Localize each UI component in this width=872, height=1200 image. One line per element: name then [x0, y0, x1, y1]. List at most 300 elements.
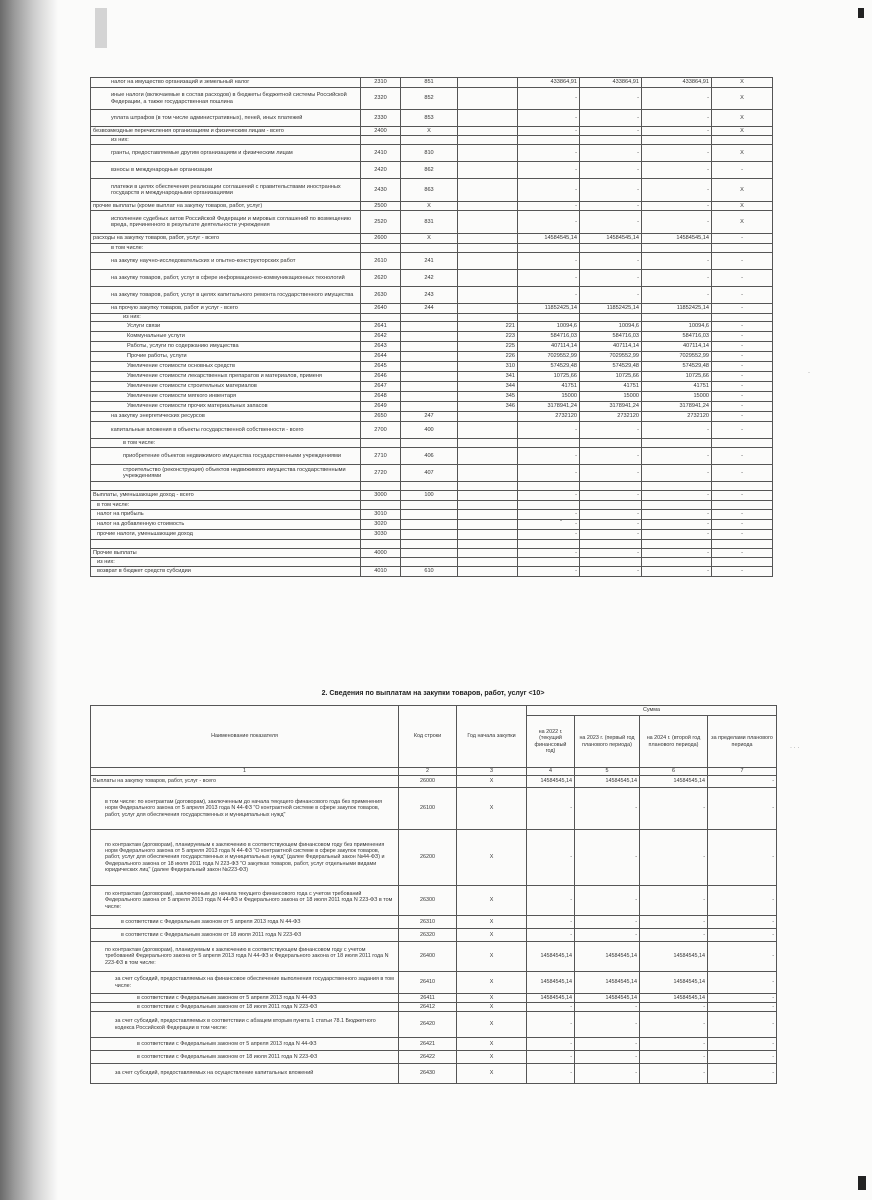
table-cell: X — [712, 78, 773, 88]
row-label: капитальные вложения в объекты государственной собственности - всего — [91, 422, 361, 439]
table-cell: - — [708, 1038, 777, 1051]
table-row — [91, 314, 773, 322]
table-cell: 2641 — [361, 322, 401, 332]
table-cell: 610 — [401, 567, 458, 577]
table-cell — [458, 304, 518, 314]
table-cell — [361, 136, 401, 145]
table-row — [91, 270, 773, 287]
row-label: Увеличение стоимости строительных материалов — [91, 382, 361, 392]
table-cell: 26300 — [399, 886, 457, 916]
table-cell: - — [580, 510, 642, 520]
col-header-sum: Сумма — [527, 706, 777, 716]
table-row — [91, 145, 773, 162]
table-cell — [518, 501, 580, 510]
table-cell: 3020 — [361, 520, 401, 530]
table-cell — [712, 558, 773, 567]
table-cell: - — [712, 352, 773, 362]
table-cell: 2500 — [361, 202, 401, 211]
table-cell: 26100 — [399, 788, 457, 830]
table-cell — [401, 558, 458, 567]
table-cell: - — [712, 567, 773, 577]
table-cell: 2732120 — [518, 412, 580, 422]
table-row — [91, 994, 777, 1003]
table-cell — [580, 540, 642, 549]
table-cell: 433864,91 — [642, 78, 712, 88]
table-cell — [401, 402, 458, 412]
table-cell: 2648 — [361, 392, 401, 402]
table-cell — [458, 491, 518, 501]
table-cell: - — [580, 162, 642, 179]
table-row — [91, 304, 773, 314]
table-cell: 2710 — [361, 448, 401, 465]
table-cell: - — [708, 916, 777, 929]
table-cell: X — [712, 110, 773, 127]
row-label: за счет субсидий, предоставляемых в соответствии с абзацем вторым пункта 1 статьи 78.1 Бюджетного кодекса Российской Федерации в том числе: — [91, 1012, 399, 1038]
table-row — [91, 1051, 777, 1064]
table-row — [91, 1003, 777, 1012]
table-cell: - — [575, 886, 640, 916]
table-cell: 3178941,24 — [518, 402, 580, 412]
table-cell: 26411 — [399, 994, 457, 1003]
table-cell: - — [712, 491, 773, 501]
table-row — [91, 540, 773, 549]
table-cell — [458, 412, 518, 422]
table-cell: - — [642, 127, 712, 136]
table-cell: - — [580, 179, 642, 202]
col-num: 4 — [527, 768, 575, 776]
row-label — [91, 540, 361, 549]
table-cell: - — [527, 929, 575, 942]
table-cell — [401, 530, 458, 540]
col-header-year: Год начала закупки — [457, 706, 527, 768]
table-cell — [642, 244, 712, 253]
table-cell: - — [580, 530, 642, 540]
table-cell: 243 — [401, 287, 458, 304]
table-cell: 3178941,24 — [642, 402, 712, 412]
table-cell: 2642 — [361, 332, 401, 342]
table-cell: 14584545,14 — [527, 776, 575, 788]
table-row — [91, 929, 777, 942]
row-label: возврат в бюджет средств субсидии — [91, 567, 361, 577]
table-row — [91, 942, 777, 972]
table-cell: X — [712, 179, 773, 202]
table-cell: - — [712, 448, 773, 465]
table-cell: - — [580, 110, 642, 127]
table-cell: 14584545,14 — [527, 994, 575, 1003]
table-cell: X — [457, 1038, 527, 1051]
table-cell: - — [518, 422, 580, 439]
table-cell: 831 — [401, 211, 458, 234]
table-cell: 584716,03 — [518, 332, 580, 342]
table-cell: 406 — [401, 448, 458, 465]
table-cell: 3010 — [361, 510, 401, 520]
table-cell: X — [712, 202, 773, 211]
table-cell — [518, 540, 580, 549]
table-row — [91, 530, 773, 540]
table-cell: 11852425,14 — [518, 304, 580, 314]
table-cell: - — [708, 776, 777, 788]
table-cell: X — [457, 830, 527, 886]
table-row — [91, 412, 773, 422]
table-cell: - — [712, 412, 773, 422]
table-cell: - — [575, 788, 640, 830]
table-cell: - — [575, 1012, 640, 1038]
table-cell: 574529,48 — [580, 362, 642, 372]
table-row — [91, 322, 773, 332]
table-cell: 433864,91 — [518, 78, 580, 88]
table-cell — [458, 88, 518, 110]
table-cell: 2720 — [361, 465, 401, 482]
table-row — [91, 202, 773, 211]
row-label: в соответствии с Федеральным законом от 5 апреля 2013 года N 44-ФЗ — [91, 1038, 399, 1051]
table-cell — [712, 244, 773, 253]
table-cell — [401, 244, 458, 253]
table-cell: X — [457, 916, 527, 929]
table-cell: 7029552,99 — [580, 352, 642, 362]
table-cell — [401, 520, 458, 530]
table-cell: - — [527, 916, 575, 929]
table-cell: - — [518, 491, 580, 501]
table-cell: 345 — [458, 392, 518, 402]
table-cell: - — [712, 520, 773, 530]
table-cell: 242 — [401, 270, 458, 287]
table-cell: 225 — [458, 342, 518, 352]
row-label: расходы на закупку товаров, работ, услуг - всего — [91, 234, 361, 244]
table-cell — [712, 540, 773, 549]
table-cell — [458, 520, 518, 530]
table-row — [91, 567, 773, 577]
table-cell — [642, 501, 712, 510]
table-cell: - — [708, 788, 777, 830]
table-cell: 100 — [401, 491, 458, 501]
table-cell: - — [708, 994, 777, 1003]
scan-mark — [858, 8, 864, 18]
table-cell: 15000 — [642, 392, 712, 402]
table-cell — [401, 372, 458, 382]
table-cell — [401, 362, 458, 372]
table-row — [91, 465, 773, 482]
row-label: в том числе: — [91, 244, 361, 253]
table-cell: - — [708, 929, 777, 942]
table-row — [91, 1038, 777, 1051]
table-cell: 15000 — [518, 392, 580, 402]
table-cell: X — [457, 994, 527, 1003]
table-cell: - — [708, 1064, 777, 1084]
table-cell: X — [457, 886, 527, 916]
table-cell: 26412 — [399, 1003, 457, 1012]
col-num: 5 — [575, 768, 640, 776]
table-cell — [580, 558, 642, 567]
table-cell — [458, 110, 518, 127]
table-cell: X — [457, 1064, 527, 1084]
row-label: из них: — [91, 314, 361, 322]
table-cell: 26430 — [399, 1064, 457, 1084]
table-cell: - — [580, 567, 642, 577]
table-cell: 26000 — [399, 776, 457, 788]
table-cell: - — [642, 162, 712, 179]
col-header-code: Код строки — [399, 706, 457, 768]
table-cell — [401, 501, 458, 510]
table-cell: 2330 — [361, 110, 401, 127]
table-cell: - — [580, 520, 642, 530]
table-cell: - — [642, 448, 712, 465]
table-cell: - — [580, 549, 642, 558]
table-cell: 7029552,99 — [518, 352, 580, 362]
table-cell: 26200 — [399, 830, 457, 886]
scan-speck: - — [560, 518, 562, 524]
table-cell: 14584545,14 — [640, 972, 708, 994]
table-cell: 14584545,14 — [575, 776, 640, 788]
table-cell: - — [640, 1003, 708, 1012]
table-cell — [580, 314, 642, 322]
table-cell: X — [457, 1051, 527, 1064]
table-cell: 2732120 — [642, 412, 712, 422]
row-label: Увеличение стоимости основных средств — [91, 362, 361, 372]
table-cell — [518, 136, 580, 145]
table-row — [91, 110, 773, 127]
table-cell: - — [712, 465, 773, 482]
col-header-2023: на 2023 г. (первый год планового периода) — [575, 716, 640, 768]
table-cell — [518, 558, 580, 567]
row-label: Услуги связи — [91, 322, 361, 332]
table-cell: 10725,66 — [580, 372, 642, 382]
table-cell: 15000 — [580, 392, 642, 402]
table-cell: 310 — [458, 362, 518, 372]
table-cell — [458, 422, 518, 439]
row-label: за счет субсидий, предоставляемых на финансовое обеспечение выполнения государственного задания в том числе: — [91, 972, 399, 994]
table-cell: 574529,48 — [642, 362, 712, 372]
table-cell: - — [527, 1012, 575, 1038]
table-cell: - — [518, 211, 580, 234]
table-cell: - — [580, 422, 642, 439]
table-row — [91, 382, 773, 392]
table-cell: 226 — [458, 352, 518, 362]
table-cell: - — [518, 567, 580, 577]
table-cell: 346 — [458, 402, 518, 412]
table-cell — [458, 558, 518, 567]
table-cell — [458, 465, 518, 482]
table-cell — [458, 244, 518, 253]
table-cell — [458, 501, 518, 510]
table-row — [91, 886, 777, 916]
table-cell: - — [712, 422, 773, 439]
table-cell — [458, 270, 518, 287]
table-row — [91, 549, 773, 558]
table-row — [91, 136, 773, 145]
table-cell: X — [401, 202, 458, 211]
table-cell — [642, 314, 712, 322]
table-cell: - — [518, 110, 580, 127]
table-cell: 26310 — [399, 916, 457, 929]
table-cell: 11852425,14 — [580, 304, 642, 314]
table-cell: 344 — [458, 382, 518, 392]
table-cell — [361, 558, 401, 567]
table-cell — [518, 439, 580, 448]
table-cell: 26422 — [399, 1051, 457, 1064]
table-cell: - — [518, 179, 580, 202]
table-cell: 862 — [401, 162, 458, 179]
table-cell: - — [642, 270, 712, 287]
table-cell — [401, 549, 458, 558]
table-cell: - — [712, 372, 773, 382]
table-cell — [401, 322, 458, 332]
table-cell: 10094,6 — [518, 322, 580, 332]
row-label: в том числе: — [91, 439, 361, 448]
table-cell: - — [518, 88, 580, 110]
table-cell — [642, 558, 712, 567]
row-label: взносы в международные организации — [91, 162, 361, 179]
table-row — [91, 402, 773, 412]
table-cell — [361, 501, 401, 510]
table-cell — [458, 439, 518, 448]
table-cell: 3000 — [361, 491, 401, 501]
table-cell — [458, 567, 518, 577]
col-header-name: Наименование показателя — [91, 706, 399, 768]
row-label: из них: — [91, 558, 361, 567]
table-cell — [401, 136, 458, 145]
table-cell: - — [580, 287, 642, 304]
table-cell: - — [518, 145, 580, 162]
table-row — [91, 501, 773, 510]
table-cell: 14584545,14 — [575, 994, 640, 1003]
table-cell: 2430 — [361, 179, 401, 202]
table-row — [91, 510, 773, 520]
table-cell: 3030 — [361, 530, 401, 540]
table-cell: X — [457, 788, 527, 830]
table-cell — [458, 287, 518, 304]
table-cell — [401, 352, 458, 362]
table-cell — [401, 510, 458, 520]
table-cell: - — [708, 1051, 777, 1064]
row-label: исполнение судебных актов Российской Федерации и мировых соглашений по возмещению вреда, причиненного в результате деятельности учреждения — [91, 211, 361, 234]
col-num: 7 — [708, 768, 777, 776]
table-cell: - — [640, 916, 708, 929]
table-cell — [712, 314, 773, 322]
table-cell: 407114,14 — [518, 342, 580, 352]
procurement-table — [90, 705, 777, 1084]
table-cell — [458, 162, 518, 179]
table-row — [91, 332, 773, 342]
table-cell — [518, 314, 580, 322]
table-cell: 2600 — [361, 234, 401, 244]
payments-table — [90, 77, 773, 577]
row-label: в соответствии с Федеральным законом от 18 июля 2011 года N 223-ФЗ — [91, 1051, 399, 1064]
table-cell: 2420 — [361, 162, 401, 179]
table-cell: 2610 — [361, 253, 401, 270]
table-cell — [580, 482, 642, 491]
scan-artifact — [95, 8, 107, 48]
table-cell — [458, 145, 518, 162]
table-cell: 7029552,99 — [642, 352, 712, 362]
table-cell: 2647 — [361, 382, 401, 392]
table-cell: X — [401, 127, 458, 136]
table-cell: - — [712, 382, 773, 392]
table-cell: - — [640, 1038, 708, 1051]
table-row — [91, 916, 777, 929]
table-cell: - — [642, 145, 712, 162]
table-cell: - — [575, 929, 640, 942]
table-cell: - — [518, 549, 580, 558]
table-cell: - — [518, 162, 580, 179]
table-cell: X — [712, 127, 773, 136]
row-label: на закупку энергетических ресурсов — [91, 412, 361, 422]
table-cell: 853 — [401, 110, 458, 127]
table-row — [91, 342, 773, 352]
table-cell: 2645 — [361, 362, 401, 372]
col-num: 6 — [640, 768, 708, 776]
table-cell — [642, 136, 712, 145]
table-cell: - — [640, 830, 708, 886]
table-cell: 584716,03 — [580, 332, 642, 342]
table-cell: X — [457, 1012, 527, 1038]
table-cell: 400 — [401, 422, 458, 439]
table-cell: 2320 — [361, 88, 401, 110]
table-cell: 433864,91 — [580, 78, 642, 88]
table-cell: - — [580, 491, 642, 501]
row-label: Увеличение стоимости прочих материальных запасов — [91, 402, 361, 412]
row-label: Увеличение стоимости лекарственных препаратов и материалов, применя — [91, 372, 361, 382]
table-cell: X — [457, 1003, 527, 1012]
row-label: на закупку товаров, работ, услуг в целях капитального ремонта государственного имущества — [91, 287, 361, 304]
table-cell: - — [575, 1064, 640, 1084]
table-cell: - — [575, 1051, 640, 1064]
table-cell: - — [712, 402, 773, 412]
table-cell — [458, 234, 518, 244]
table-cell: X — [457, 972, 527, 994]
table-cell: - — [708, 830, 777, 886]
table-cell: 341 — [458, 372, 518, 382]
row-label: по контрактам (договорам), планируемым к заключению в соответствующем финансовом году без применения норм Федерального закона от 5 апреля 2013 года N 44-ФЗ "О контрактной системе в сфере закупок товаров, работ, услуг для обеспечения государственных и муниципальных нужд" (далее Федеральный закон №44-ФЗ) и Федерального закона от 18 июля 2011 года N 223-ФЗ "О закупках товаров, работ, услуг отдельными видами юридических лиц" (далее Федеральный закон №223-ФЗ) — [91, 830, 399, 886]
table-row — [91, 830, 777, 886]
table-cell: 14584545,14 — [527, 972, 575, 994]
table-cell: - — [712, 270, 773, 287]
table-cell: 26420 — [399, 1012, 457, 1038]
table-row — [91, 520, 773, 530]
table-cell: 863 — [401, 179, 458, 202]
table-cell: 41751 — [580, 382, 642, 392]
table-cell: - — [642, 510, 712, 520]
table-cell — [580, 244, 642, 253]
row-label: Прочие выплаты — [91, 549, 361, 558]
table-cell: 11852425,14 — [642, 304, 712, 314]
table-cell: - — [518, 530, 580, 540]
table-cell: 41751 — [518, 382, 580, 392]
table-cell: - — [518, 510, 580, 520]
row-label: в соответствии с Федеральным законом от 5 апреля 2013 года N 44-ФЗ — [91, 916, 399, 929]
table-cell: - — [708, 1012, 777, 1038]
table-row — [91, 127, 773, 136]
row-label: на закупку научно-исследовательских и опытно-конструкторских работ — [91, 253, 361, 270]
table-cell: - — [642, 253, 712, 270]
row-label: прочие налоги, уменьшающие доход — [91, 530, 361, 540]
col-num: 1 — [91, 768, 399, 776]
scan-shadow — [0, 0, 58, 1200]
table-cell: 852 — [401, 88, 458, 110]
table-cell: - — [642, 211, 712, 234]
row-label: гранты, предоставляемые другим организациям и физическим лицам — [91, 145, 361, 162]
table-cell: 3178941,24 — [580, 402, 642, 412]
table-cell: - — [518, 127, 580, 136]
col-header-2022: на 2022 г. (текущий финансовый год) — [527, 716, 575, 768]
table-row — [91, 972, 777, 994]
table-cell: 244 — [401, 304, 458, 314]
table-cell — [458, 211, 518, 234]
table-cell: - — [640, 788, 708, 830]
table-cell: 2646 — [361, 372, 401, 382]
table-cell: - — [642, 179, 712, 202]
table-row — [91, 392, 773, 402]
table-cell: 4000 — [361, 549, 401, 558]
